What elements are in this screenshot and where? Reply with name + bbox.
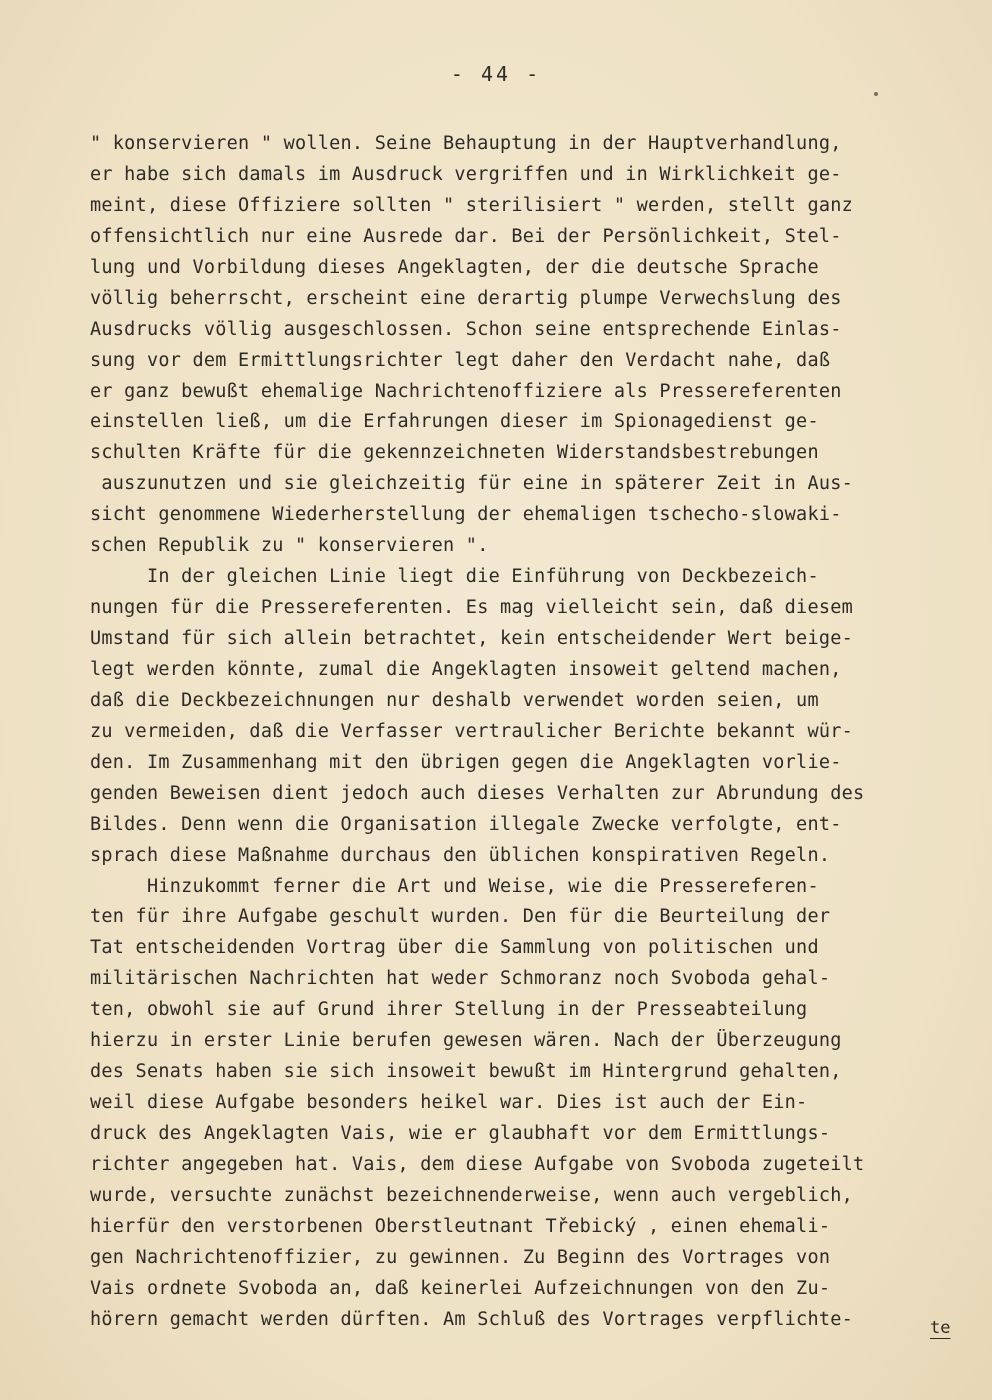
text-line: ten, obwohl sie auf Grund ihrer Stellung in der Presseabteilung [90, 999, 808, 1021]
text-line: offensichtlich nur eine Ausrede dar. Bei der Persönlichkeit, Stel- [90, 225, 842, 247]
text-line: legt werden könnte, zumal die Angeklagten insoweit geltend machen, [90, 658, 842, 680]
text-line: des Senats haben sie sich insoweit bewußt im Hintergrund gehalten, [90, 1061, 842, 1083]
text-line: gen Nachrichtenoffizier, zu gewinnen. Zu Beginn des Vortrages von [90, 1246, 831, 1268]
text-line: lung und Vorbildung dieses Angeklagten, der die deutsche Sprache [90, 256, 819, 278]
text-line: sicht genommene Wiederherstellung der ehemaligen tschecho-slowaki- [90, 504, 842, 526]
text-line: schen Republik zu " konservieren ". [90, 535, 489, 557]
text-line: ten für ihre Aufgabe geschult wurden. Den für die Beurteilung der [90, 906, 831, 928]
text-line: richter angegeben hat. Vais, dem diese Aufgabe von Svoboda zugeteilt [90, 1153, 865, 1175]
text-line: nungen für die Pressereferenten. Es mag vielleicht sein, daß diesem [90, 597, 853, 619]
text-line: völlig beherrscht, erscheint eine derartig plumpe Verwechslung des [90, 287, 842, 309]
text-line: Ausdrucks völlig ausgeschlossen. Schon seine entsprechende Einlas- [90, 318, 842, 340]
text-line: er habe sich damals im Ausdruck vergriffen und in Wirklichkeit ge- [90, 163, 842, 185]
text-line: schulten Kräfte für die gekennzeichneten Widerstandsbestrebungen [90, 442, 819, 464]
text-line: meint, diese Offiziere sollten " sterilisiert " werden, stellt ganz [90, 194, 853, 216]
text-line: militärischen Nachrichten hat weder Schmoranz noch Svoboda gehal- [90, 968, 831, 990]
text-line: zu vermeiden, daß die Verfasser vertraulicher Berichte bekannt wür- [90, 720, 853, 742]
body-text [90, 129, 950, 1336]
text-line: Hinzukommt ferner die Art und Weise, wie die Pressereferen- [90, 875, 819, 897]
text-line: weil diese Aufgabe besonders heikel war. Dies ist auch der Ein- [90, 1092, 808, 1114]
text-line: In der gleichen Linie liegt die Einführung von Deckbezeich- [90, 566, 819, 588]
text-line: hierzu in erster Linie berufen gewesen wären. Nach der Überzeugung [90, 1030, 842, 1052]
text-line: er ganz bewußt ehemalige Nachrichtenoffiziere als Pressereferenten [90, 380, 842, 402]
text-line: Tat entscheidenden Vortrag über die Sammlung von politischen und [90, 937, 819, 959]
text-line: hörern gemacht werden dürften. Am Schluß des Vortrages verpflichte- [90, 1308, 853, 1330]
text-line: Vais ordnete Svoboda an, daß keinerlei Aufzeichnungen von den Zu- [90, 1277, 831, 1299]
text-line: auszunutzen und sie gleichzeitig für eine in späterer Zeit in Aus- [90, 473, 853, 495]
ink-dot [874, 92, 878, 96]
text-line: druck des Angeklagten Vais, wie er glaubhaft vor dem Ermittlungs- [90, 1123, 831, 1144]
page-number: - 44 - [450, 62, 542, 86]
text-line: hierfür den verstorbenen Oberstleutnant Třebický , einen ehemali- [90, 1215, 831, 1237]
text-line: genden Beweisen dient jedoch auch dieses Verhalten zur Abrundung des [90, 782, 865, 804]
text-line: Umstand für sich allein betrachtet, kein entscheidender Wert beige- [90, 628, 853, 649]
text-line: Bildes. Denn wenn die Organisation illegale Zwecke verfolgte, ent- [90, 813, 842, 835]
text-line: wurde, versuchte zunächst bezeichnenderweise, wenn auch vergeblich, [90, 1184, 853, 1206]
text-line: den. Im Zusammenhang mit den übrigen gegen die Angeklagten vorlie- [90, 751, 842, 773]
text-line: sung vor dem Ermittlungsrichter legt daher den Verdacht nahe, daß [90, 349, 831, 371]
text-line: " konservieren " wollen. Seine Behauptung in der Hauptverhandlung, [90, 133, 842, 154]
text-line: sprach diese Maßnahme durchaus den üblichen konspirativen Regeln. [90, 844, 831, 866]
text-line: einstellen ließ, um die Erfahrungen dieser im Spionagedienst ge- [90, 411, 819, 433]
text-line: daß die Deckbezeichnungen nur deshalb verwendet worden seien, um [90, 689, 819, 711]
catchword: te [930, 1318, 951, 1338]
